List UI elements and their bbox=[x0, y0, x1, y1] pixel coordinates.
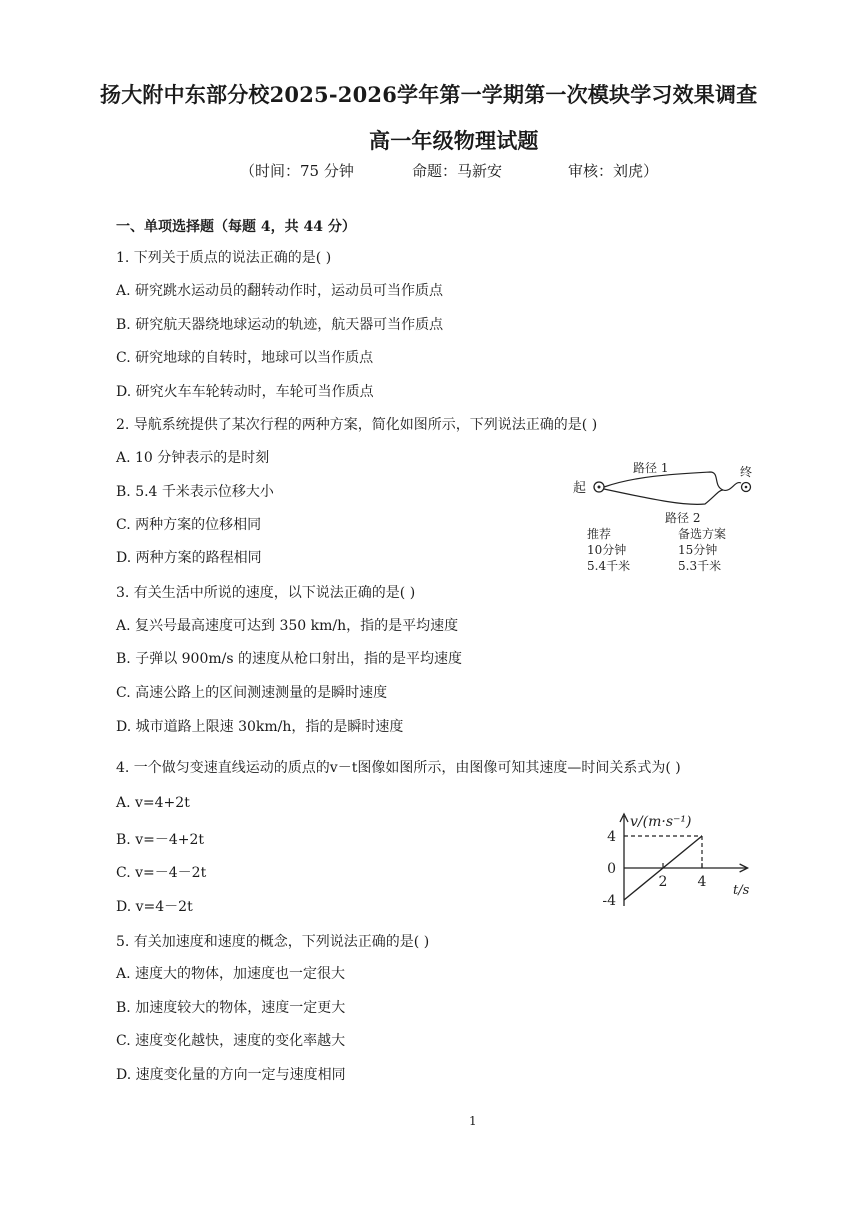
route-2-label: 路径 2 bbox=[665, 511, 701, 525]
question-stem: 3. 有关生活中所说的速度，以下说法正确的是( ) bbox=[116, 585, 416, 601]
exam-reviewer: 审核：刘虎） bbox=[568, 162, 659, 180]
plan-1-time: 10分钟 bbox=[587, 543, 627, 557]
option-d: D. 速度变化量的方向一定与速度相同 bbox=[116, 1067, 346, 1083]
question-stem: 1. 下列关于质点的说法正确的是( ) bbox=[116, 250, 332, 266]
option-d: D. v=4－2t bbox=[116, 899, 193, 915]
option-b: B. 5.4 千米表示位移大小 bbox=[116, 484, 274, 500]
option-c: C. 高速公路上的区间测速测量的是瞬时速度 bbox=[116, 685, 388, 701]
exam-title: 扬大附中东部分校2025-2026学年第一学期第一次模块学习效果调查 bbox=[100, 82, 758, 107]
option-c: C. 速度变化越快，速度的变化率越大 bbox=[116, 1033, 346, 1049]
option-c: C. v=－4－2t bbox=[116, 865, 207, 881]
option-d: D. 两种方案的路程相同 bbox=[116, 550, 262, 566]
vt-chart bbox=[588, 806, 763, 926]
plan-2-time: 15分钟 bbox=[678, 543, 718, 557]
option-a: A. 10 分钟表示的是时刻 bbox=[116, 450, 270, 466]
route-1-label: 路径 1 bbox=[633, 461, 669, 475]
option-d: D. 研究火车车轮转动时，车轮可当作质点 bbox=[116, 384, 374, 400]
plan-1-name: 推荐 bbox=[587, 527, 612, 541]
option-b: B. 研究航天器绕地球运动的轨迹，航天器可当作质点 bbox=[116, 317, 444, 333]
y-tick-label: 4 bbox=[607, 829, 616, 845]
option-b: B. v=－4+2t bbox=[116, 832, 204, 848]
question-stem: 2. 导航系统提供了某次行程的两种方案，简化如图所示，下列说法正确的是( ) bbox=[116, 417, 598, 433]
option-a: A. 速度大的物体，加速度也一定很大 bbox=[116, 966, 346, 982]
y-tick-label: 0 bbox=[607, 861, 616, 877]
x-tick-label: 4 bbox=[697, 874, 707, 890]
x-tick-label: 2 bbox=[658, 874, 668, 890]
exam-subtitle: 高一年级物理试题 bbox=[369, 128, 539, 153]
y-axis-label: v/(m·s⁻¹) bbox=[630, 814, 692, 830]
route-diagram bbox=[565, 456, 765, 581]
option-c: C. 两种方案的位移相同 bbox=[116, 517, 262, 533]
end-label: 终 bbox=[740, 465, 753, 479]
plan-2-distance: 5.3千米 bbox=[678, 559, 722, 573]
exam-time: （时间：75 分钟 bbox=[240, 162, 354, 180]
x-axis-label: t/s bbox=[733, 883, 750, 898]
option-c: C. 研究地球的自转时，地球可以当作质点 bbox=[116, 350, 374, 366]
plan-2-name: 备选方案 bbox=[678, 527, 727, 541]
option-b: B. 子弹以 900m/s 的速度从枪口射出，指的是平均速度 bbox=[116, 651, 462, 667]
section-title: 一、单项选择题（每题 4，共 44 分） bbox=[116, 219, 356, 235]
question-stem: 4. 一个做匀变速直线运动的质点的v－t图像如图所示，由图像可知其速度—时间关系式为( ) bbox=[116, 760, 681, 776]
route-1-path bbox=[604, 472, 741, 490]
exam-author: 命题：马新安 bbox=[412, 162, 503, 180]
page-number: 1 bbox=[469, 1114, 477, 1128]
route-2-path bbox=[604, 489, 723, 504]
y-tick-label: -4 bbox=[602, 893, 616, 909]
option-a: A. 研究跳水运动员的翻转动作时，运动员可当作质点 bbox=[116, 283, 444, 299]
option-d: D. 城市道路上限速 30km/h，指的是瞬时速度 bbox=[116, 719, 404, 735]
option-a: A. v=4+2t bbox=[116, 795, 190, 811]
option-b: B. 加速度较大的物体，速度一定更大 bbox=[116, 1000, 346, 1016]
start-label: 起 bbox=[573, 481, 587, 496]
plan-1-distance: 5.4千米 bbox=[587, 559, 631, 573]
option-a: A. 复兴号最高速度可达到 350 km/h，指的是平均速度 bbox=[116, 618, 459, 634]
question-stem: 5. 有关加速度和速度的概念，下列说法正确的是( ) bbox=[116, 934, 430, 950]
